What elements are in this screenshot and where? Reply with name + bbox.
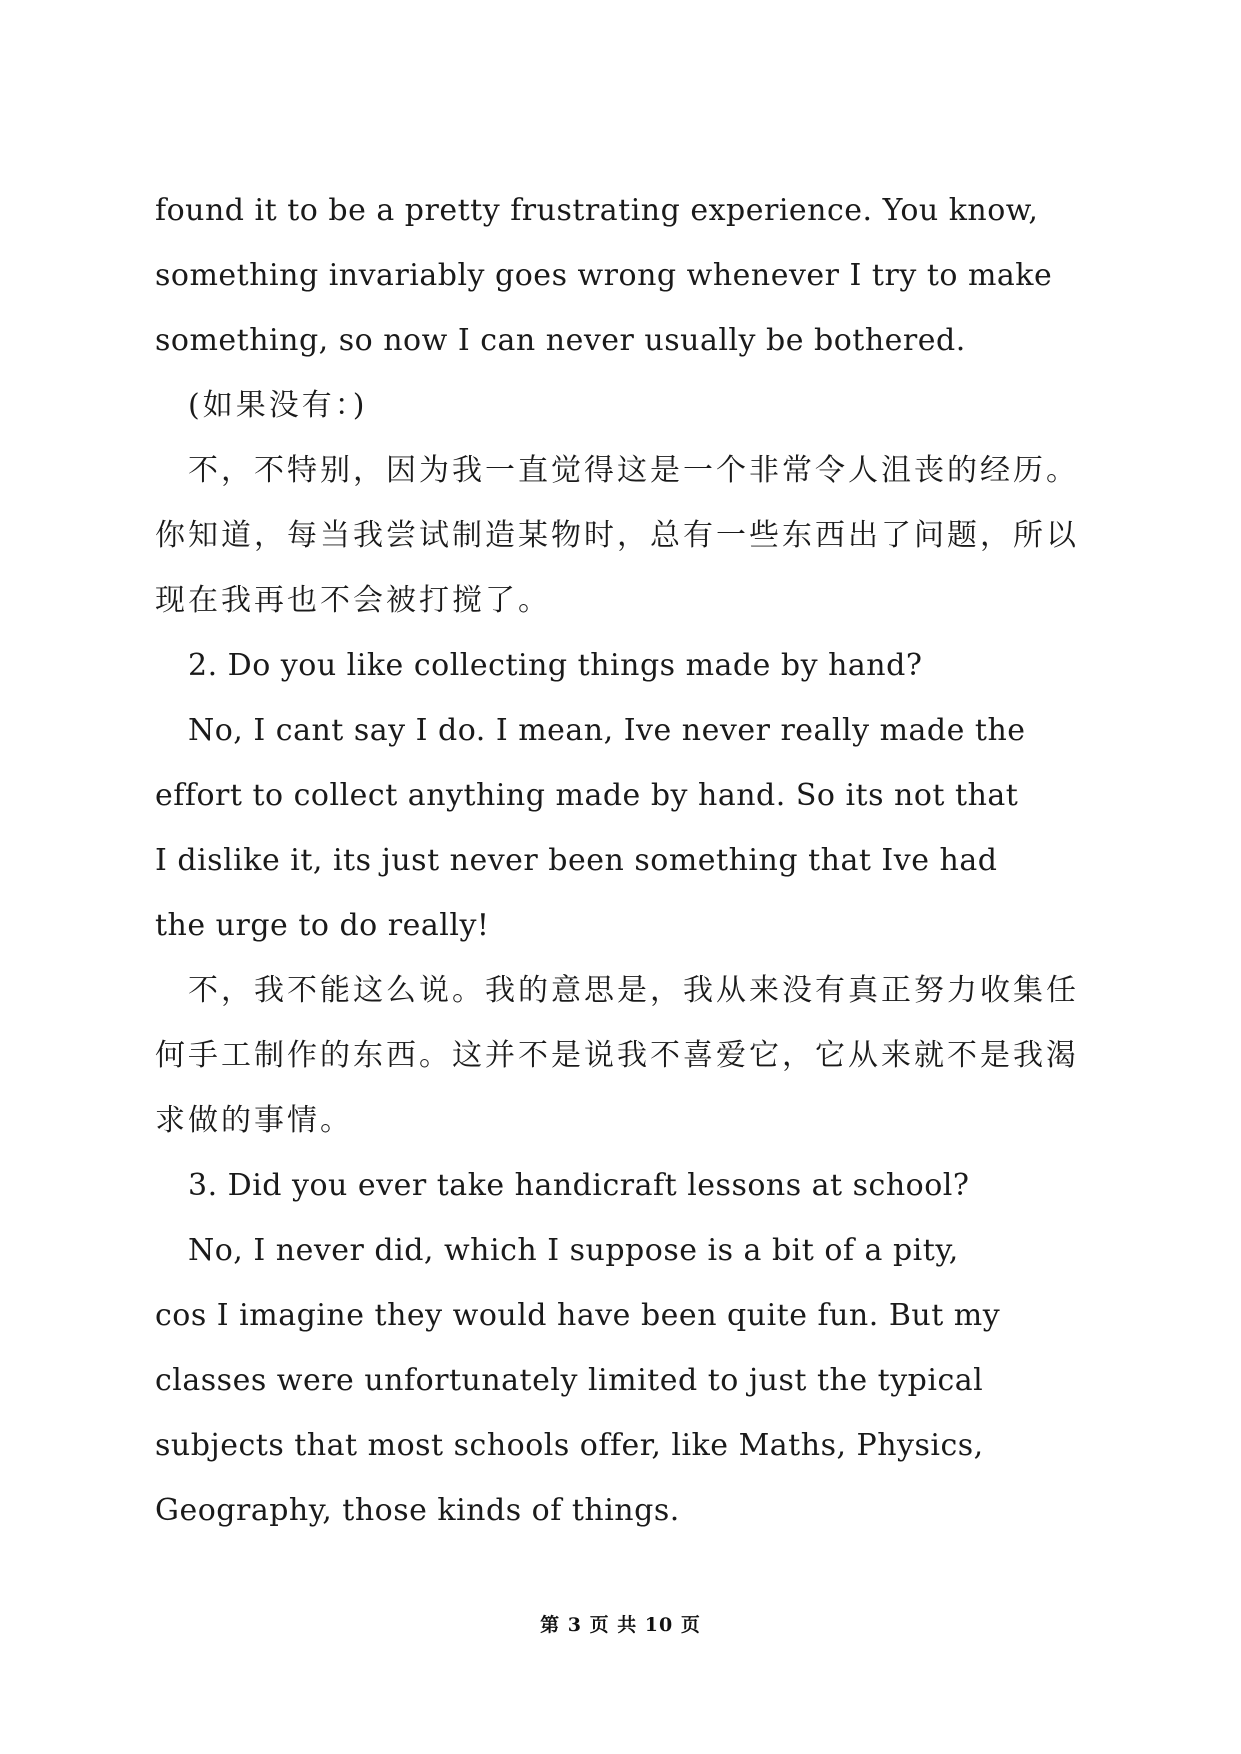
- text-line: 你知道，每当我尝试制造某物时，总有一些东西出了问题，所以: [155, 518, 1079, 553]
- document-body: [155, 178, 1115, 1543]
- text-line: found it to be a pretty frustrating experience. You know,: [155, 193, 1039, 228]
- question-heading: 3. Did you ever take handicraft lessons at school?: [188, 1168, 970, 1203]
- text-line: the urge to do really!: [155, 908, 490, 943]
- text-line: (如果没有：): [188, 388, 368, 423]
- text-line: classes were unfortunately limited to just the typical: [155, 1363, 984, 1398]
- text-line: No, I never did, which I suppose is a bit of a pity,: [188, 1233, 959, 1268]
- text-line: I dislike it, its just never been something that Ive had: [155, 843, 998, 878]
- page-number-footer: 第 3 页 共 10 页: [540, 1614, 701, 1636]
- text-line: something, so now I can never usually be bothered.: [155, 323, 966, 358]
- text-line: 何手工制作的东西。这并不是说我不喜爱它，它从来就不是我渴: [155, 1038, 1079, 1073]
- text-line: 不，我不能这么说。我的意思是，我从来没有真正努力收集任: [188, 973, 1079, 1008]
- text-line: cos I imagine they would have been quite fun. But my: [155, 1298, 1001, 1333]
- text-line: 不，不特别，因为我一直觉得这是一个非常令人沮丧的经历。: [188, 453, 1079, 488]
- text-line: subjects that most schools offer, like Maths, Physics,: [155, 1428, 984, 1463]
- text-line: 求做的事情。: [155, 1103, 353, 1138]
- text-line: effort to collect anything made by hand. So its not that: [155, 778, 1019, 813]
- text-line: 现在我再也不会被打搅了。: [155, 583, 551, 618]
- text-line: something invariably goes wrong whenever I try to make: [155, 258, 1053, 293]
- text-line: Geography, those kinds of things.: [155, 1493, 680, 1528]
- question-heading: 2. Do you like collecting things made by hand?: [188, 648, 923, 683]
- text-line: No, I cant say I do. I mean, Ive never really made the: [188, 713, 1026, 748]
